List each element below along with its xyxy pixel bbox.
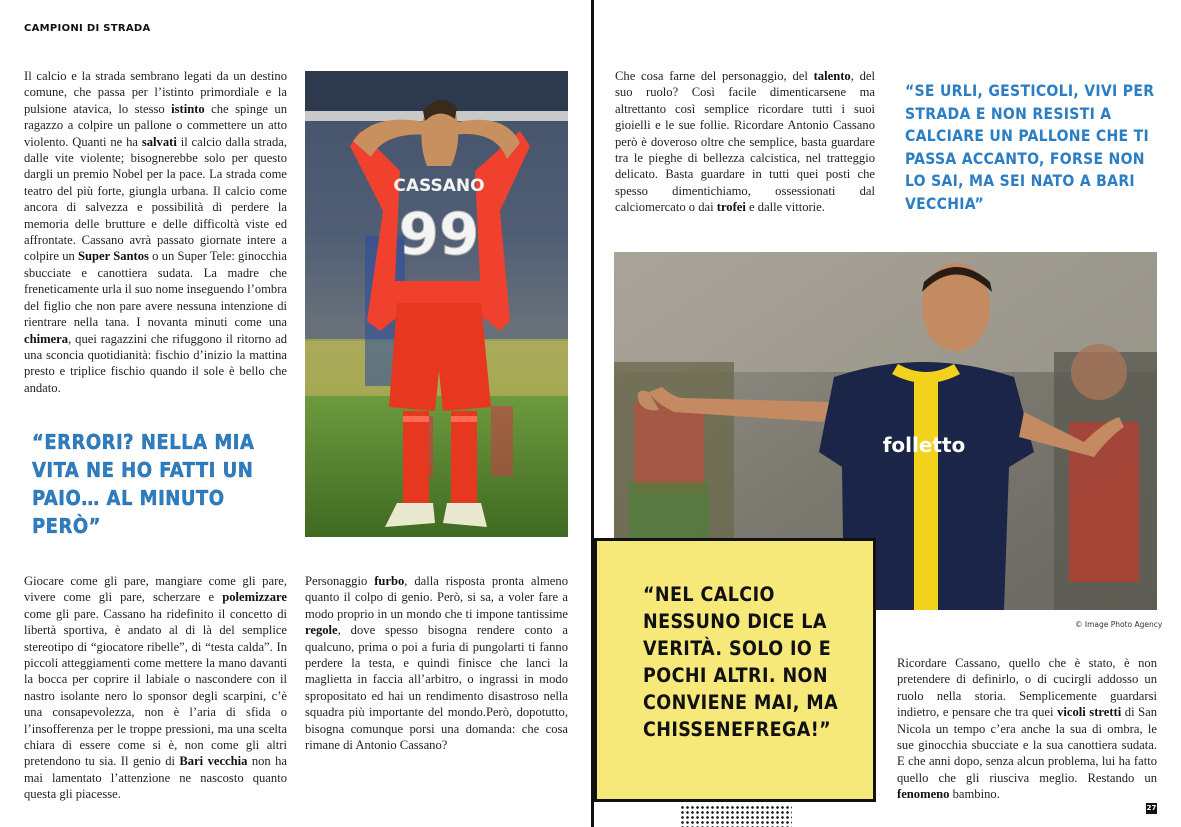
- text-run: o un Super Tele: ginocchia sbucciate e canottiera sudata. La madre che freneticamente urla il suo nome inseguendo l’ombra del figlio che non pare avere nessuna intenzione di rientrare nella tana. I novanta minuti come una: [24, 249, 288, 330]
- text-run: , quei ragazzini che rifuggono il ritorno ad una sconcia quotidianità: fischio d’inizio la mattina presto e triplice fischio quando il sole è bello che andato.: [24, 331, 287, 395]
- text-run: , del suo ruolo? Così facile dimenticarsene ma altrettanto così semplice ricordare tutti i suoi gioielli e le sue follie. Ricordare Antonio Cassano però è doveroso oltre che semplice, basta guardare tra le pieghe di bellezza calcistica, nel tratteggio delicato. Basta guardare in tutti quei posti che spesso dimentichiamo, ossessionati dal calciomercato o dai: [615, 69, 875, 215]
- bold-term: chimera: [24, 331, 69, 346]
- paragraph: [897, 655, 1157, 803]
- article-text-col4-bottom: [897, 655, 1157, 803]
- bold-term: salvati: [141, 134, 177, 149]
- text-run: come gli pare. Cassano ha ridefinito il concetto di libertà sportiva, è andato al di là del semplice stereotipo di “giocatore ribelle”, di “testa calda”. In piccoli atteggiamenti come mettere la mano davanti la bocca per coprire il labiale o nascondere con il nastro isolante nero lo sponsor degli scarpini, c’è una consapevolezza, non è l’aria di sfida o l’insofferenza per le troppe pressioni, ma una scelta chiara di essere come si è, non come gli altri pretendono tu sia. Il genio di: [24, 606, 287, 769]
- text-run: , dalla risposta pronta almeno quanto il colpo di genio. Però, si sa, a voler fare a modo proprio in un mondo che ti impone tantissime: [305, 574, 568, 621]
- bold-term: vicoli stretti: [1057, 705, 1122, 720]
- text-run: non ha mai lamentato l’attenzione ne nascosto quanto questa gli piacesse.: [24, 754, 287, 802]
- article-text-col3-top: [615, 68, 875, 216]
- bold-term: istinto: [171, 101, 205, 116]
- text-run: , dove spesso bisogna rendere conto a qualcuno, prima o poi a furia di pungolarti ti fanno perdere la testa, e quindi finisce che lanci la maglietta in faccia all’arbitro, o ingrassi in modo spropositato ed hai un rendimento disastroso nella squadra più importante del mondo.Però, dopotutto, bisogna comunque porsi una domanda: che cosa rimane di Antonio Cassano?: [305, 623, 568, 753]
- jersey-name: CASSANO: [393, 176, 485, 196]
- bold-term: Bari vecchia: [179, 754, 248, 769]
- paragraph: [24, 573, 287, 803]
- paragraph: [24, 68, 287, 396]
- bold-term: polemizzare: [222, 590, 287, 605]
- jersey-number: 99: [398, 200, 480, 268]
- page-number: 27: [1146, 804, 1157, 812]
- text-run: che spinge un ragazzo a colpire un pallone o commettere un atto violento. Quanti ne ha: [24, 101, 287, 149]
- text-run: Personaggio: [305, 574, 375, 588]
- bold-term: furbo: [374, 574, 405, 588]
- bold-term: fenomeno: [897, 787, 950, 802]
- pull-quote-errori: “ERRORI? NELLA MIA VITA NE HO FATTI UN PAIO… AL MINUTO PERÒ”: [32, 430, 255, 538]
- text-run: Che cosa farne del personaggio, del: [615, 69, 814, 83]
- article-text-col2-bottom: [305, 573, 568, 753]
- section-header: CAMPIONI DI STRADA: [24, 23, 151, 34]
- paragraph: [615, 68, 875, 216]
- photo-cassano-99-image: [305, 71, 568, 537]
- jersey-sponsor: folletto: [882, 433, 966, 457]
- photo-credit: © Image Photo Agency: [1075, 620, 1163, 629]
- text-run: Giocare come gli pare, mangiare come gli pare, vivere come gli pare, scherzare e: [24, 574, 287, 605]
- paragraph: [305, 573, 568, 753]
- article-text-col1-bottom: [24, 573, 287, 803]
- article-text-col1-top: [24, 68, 287, 396]
- bold-term: talento: [813, 69, 851, 83]
- dot-pattern-decoration: [680, 805, 792, 827]
- pull-quote-bari-vecchia: “SE URLI, GESTICOLI, VIVI PER STRADA E NON RESISTI A CALCIARE UN PALLONE CHE TI PASSA ACCANTO, FORSE NON LO SAI, MA SEI NATO A BARI VECCHIA”: [905, 82, 1155, 213]
- bold-term: Super Santos: [78, 249, 149, 264]
- photo-cassano-99: [305, 71, 568, 537]
- text-run: di San Nicola un tempo c’era anche la sua di ombra, le sue ginocchia sbucciate e la sua canottiera sudata. E che anni dopo, senza alcun problema, lui ha fatto quello che gli riusciva meglio. Restando un: [897, 705, 1158, 785]
- text-run: bambino.: [949, 787, 1000, 802]
- text-run: Il calcio e la strada sembrano legati da un destino comune, che passa per l’istinto primordiale e la pulsione atavica, lo stesso: [24, 69, 287, 116]
- bold-term: regole: [305, 623, 338, 638]
- text-run: il calcio dalla strada, dalle vite violente; bisognerebbe solo per questo dargli un premio Nobel per la pace. La strada come teatro del più forte, giungla urbana. Il calcio come ancora di salvezza e possibilità di perdere la memoria delle brutture e delle difficoltà viste ed affrontate. Cassano avrà passato giornate intere a colpire un: [24, 134, 287, 264]
- pull-quote-verita: “NEL CALCIO NESSUNO DICE LA VERITÀ. SOLO IO E POCHI ALTRI. NON CONVIENE MAI, MA CHISSENEFREGA!”: [643, 583, 839, 741]
- text-run: Ricordare Cassano, quello che è stato, è non pretendere di definirlo, o di cucirgli addosso un ruolo nella storia. Semplicemente guardarsi indietro, e pensare che tra quei: [897, 656, 1157, 720]
- bold-term: trofei: [716, 200, 746, 215]
- text-run: e dalle vittorie.: [745, 200, 825, 215]
